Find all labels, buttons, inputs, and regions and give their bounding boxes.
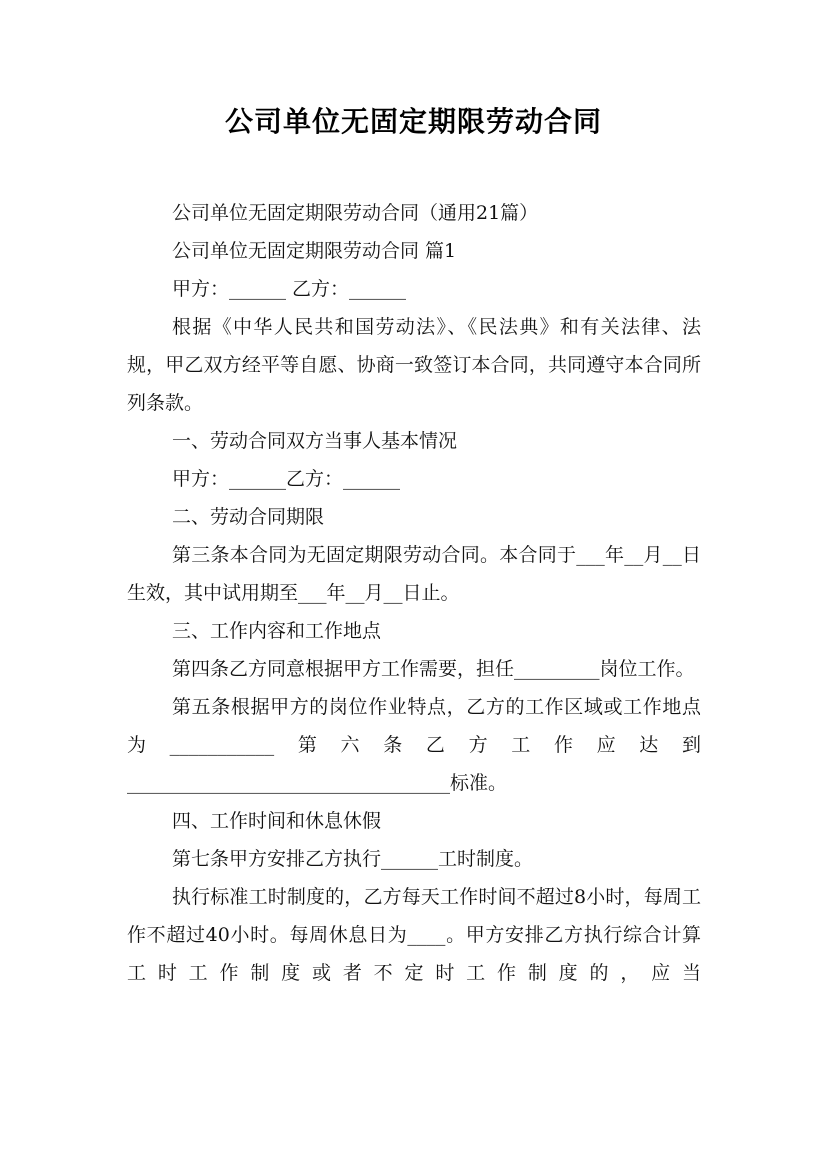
- document-body: [127, 194, 701, 992]
- paragraph-article-3: 第三条本合同为无固定期限劳动合同。本合同于___年__月__日生效，其中试用期至___年__月__日止。: [127, 544, 701, 604]
- document-title: 公司单位无固定期限劳动合同: [224, 105, 602, 138]
- paragraph-heading-2: 二、劳动合同期限: [172, 506, 325, 528]
- paragraph-article-4: 第四条乙方同意根据甲方工作需要，担任_________岗位工作。: [172, 658, 695, 680]
- paragraph-section-heading: 公司单位无固定期限劳动合同 篇1: [172, 240, 457, 262]
- paragraph-parties-blank: 甲方：______ 乙方：______: [172, 278, 407, 300]
- paragraph-preamble: 根据《中华人民共和国劳动法》、《民法典》和有关法律、法规，甲乙双方经平等自愿、协商一致签订本合同，共同遵守本合同所列条款。: [127, 316, 701, 414]
- paragraph-article-7: 第七条甲方安排乙方执行______工时制度。: [172, 848, 534, 870]
- paragraph-heading-3: 三、工作内容和工作地点: [172, 620, 382, 642]
- paragraph-heading-4: 四、工作时间和休息休假: [172, 810, 382, 832]
- paragraph-working-hours: 执行标准工时制度的，乙方每天工作时间不超过8小时，每周工作不超过40小时。每周休息日为____。甲方安排乙方执行综合计算工时工作制度或者不定时工作制度的，应当: [127, 886, 701, 984]
- paragraph-article-5-6: 第五条根据甲方的岗位作业特点，乙方的工作区域或工作地点为___________第六条乙方工作应达到__________________________________标准。: [127, 696, 701, 794]
- paragraph-parties-blank-2: 甲方：______乙方：______: [172, 468, 401, 490]
- paragraph-subtitle: 公司单位无固定期限劳动合同（通用21篇）: [172, 202, 539, 224]
- paragraph-heading-1: 一、劳动合同双方当事人基本情况: [172, 430, 458, 452]
